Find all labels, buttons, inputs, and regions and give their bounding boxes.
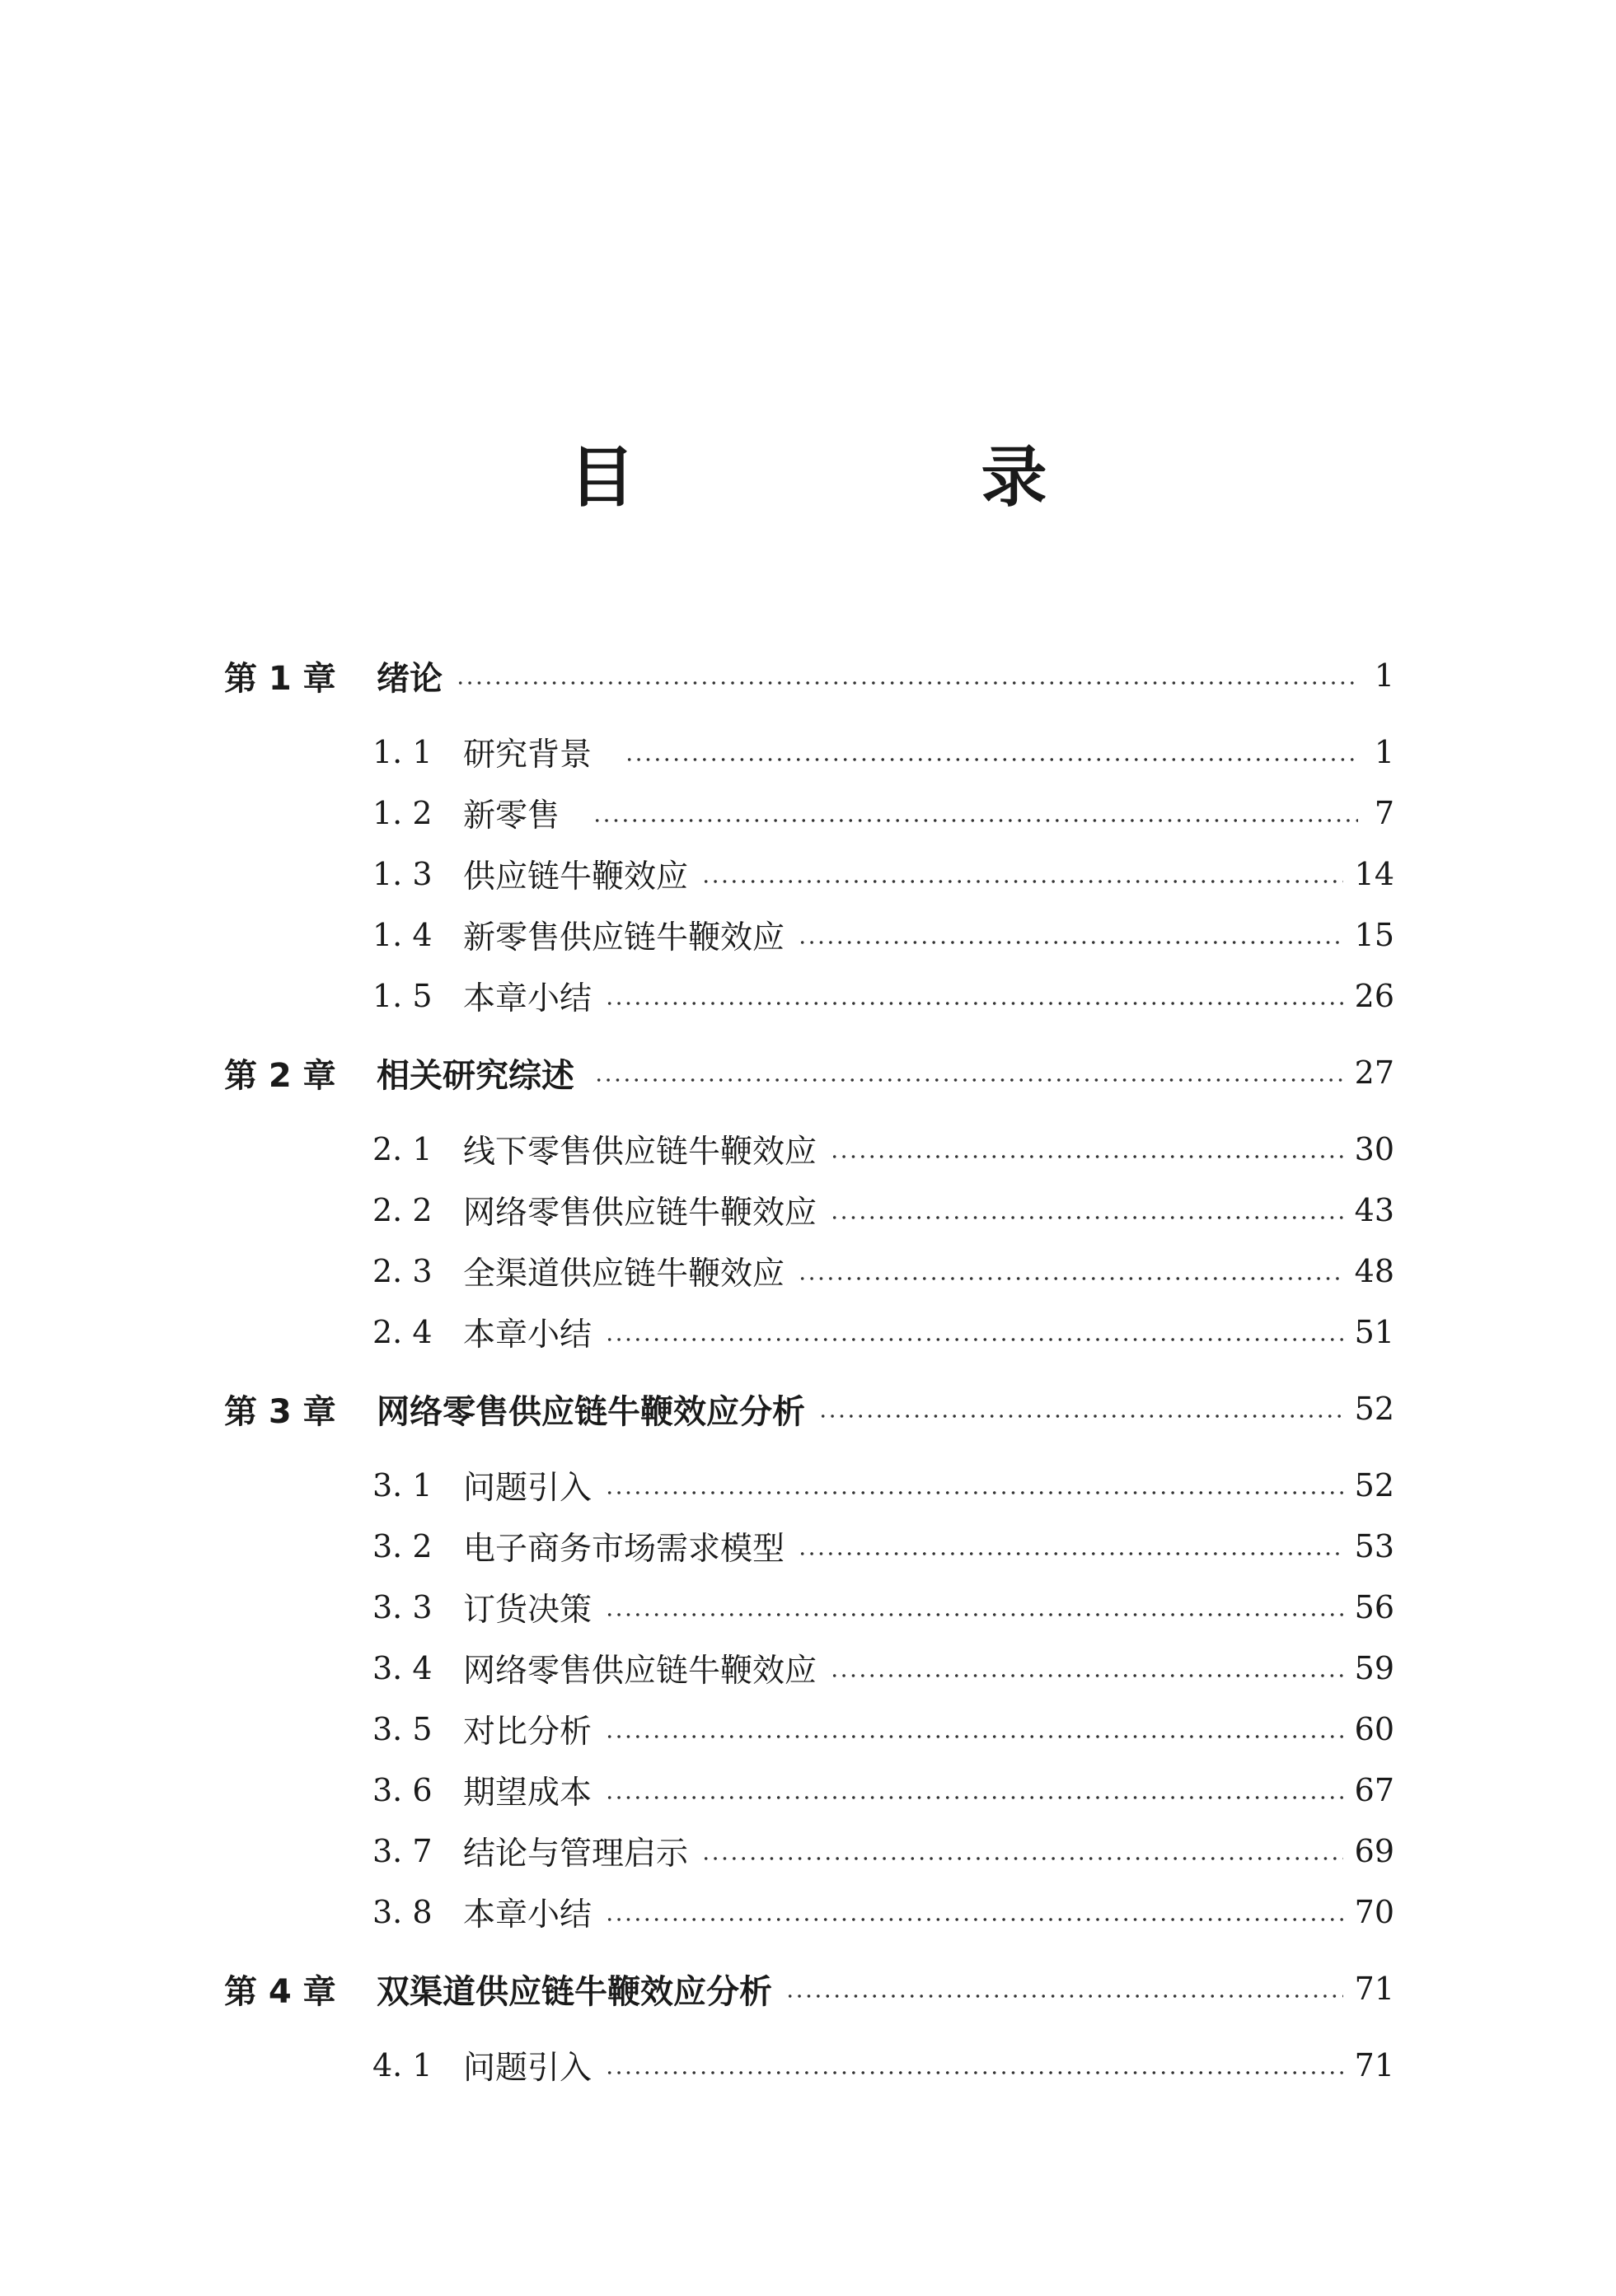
page-number: 30	[1354, 1131, 1394, 1167]
section-number: 2. 1	[372, 1131, 433, 1167]
section-number: 3. 3	[372, 1589, 433, 1625]
section-number: 2. 4	[372, 1314, 433, 1350]
section-title: 新零售供应链牛鞭效应	[463, 919, 785, 956]
dot-leader	[818, 1415, 1343, 1418]
page-number: 69	[1354, 1833, 1394, 1869]
dot-leader	[798, 1552, 1343, 1555]
section-number: 1. 3	[372, 856, 433, 892]
section-number: 3. 6	[372, 1772, 433, 1808]
toc-chapter-1[interactable]	[224, 651, 1394, 700]
section-number: 2. 3	[372, 1253, 433, 1289]
section-title: 期望成本	[463, 1775, 593, 1812]
toc-chapter-2[interactable]	[224, 1048, 1394, 1097]
page-number: 48	[1354, 1253, 1394, 1289]
dot-leader	[593, 819, 1358, 822]
page-number: 51	[1354, 1314, 1394, 1350]
toc-section-3-4[interactable]	[224, 1644, 1394, 1693]
section-number: 3. 4	[372, 1650, 433, 1686]
page-number: 52	[1354, 1467, 1394, 1503]
section-title: 结论与管理启示	[463, 1835, 689, 1873]
section-title: 供应链牛鞭效应	[463, 858, 689, 895]
section-title: 问题引入	[463, 1470, 593, 1507]
page-number: 59	[1354, 1650, 1394, 1686]
section-title: 研究背景	[463, 736, 593, 774]
toc-section-1-3[interactable]	[224, 849, 1394, 899]
section-title: 全渠道供应链牛鞭效应	[463, 1256, 785, 1293]
dot-leader	[605, 1338, 1343, 1341]
page-number: 1	[1374, 657, 1394, 694]
dot-leader	[605, 1613, 1343, 1616]
page-number: 1	[1374, 734, 1394, 770]
dot-leader	[830, 1155, 1343, 1158]
toc-chapter-3[interactable]	[224, 1384, 1394, 1433]
dot-leader	[605, 1918, 1343, 1921]
section-title: 电子商务市场需求模型	[463, 1531, 785, 1568]
section-number: 3. 2	[372, 1528, 433, 1564]
toc-section-3-2[interactable]	[224, 1522, 1394, 1571]
dot-leader	[605, 1735, 1343, 1738]
section-title: 本章小结	[463, 1316, 593, 1354]
dot-leader	[625, 758, 1358, 761]
page-number: 70	[1354, 1894, 1394, 1930]
toc-section-3-5[interactable]	[224, 1704, 1394, 1754]
page-number: 27	[1354, 1054, 1394, 1091]
dot-leader	[605, 1796, 1343, 1799]
dot-leader	[798, 941, 1343, 944]
section-number: 3. 5	[372, 1711, 433, 1747]
page-number: 56	[1354, 1589, 1394, 1625]
chapter-number: 第 2 章	[224, 1056, 336, 1095]
page-number: 60	[1354, 1711, 1394, 1747]
toc-section-1-2[interactable]	[224, 788, 1394, 838]
section-title: 网络零售供应链牛鞭效应	[463, 1195, 817, 1232]
section-number: 1. 2	[372, 795, 433, 831]
page-number: 53	[1354, 1528, 1394, 1564]
section-title: 线下零售供应链牛鞭效应	[463, 1134, 817, 1171]
page-number: 14	[1354, 856, 1394, 892]
chapter-number: 第 3 章	[224, 1392, 336, 1431]
page-number: 67	[1354, 1772, 1394, 1808]
toc-section-3-8[interactable]	[224, 1887, 1394, 1937]
section-title: 订货决策	[463, 1592, 593, 1629]
section-number: 1. 5	[372, 978, 433, 1014]
section-title: 对比分析	[463, 1714, 593, 1751]
section-title: 新零售	[463, 797, 560, 835]
dot-leader	[701, 1857, 1343, 1860]
toc-section-1-5[interactable]	[224, 971, 1394, 1021]
chapter-title: 双渠道供应链牛鞭效应分析	[377, 1972, 772, 2011]
dot-leader	[701, 880, 1343, 883]
dot-leader	[830, 1674, 1343, 1677]
section-title: 本章小结	[463, 1896, 593, 1934]
section-number: 3. 1	[372, 1467, 433, 1503]
section-number: 1. 4	[372, 917, 433, 953]
page-number: 71	[1354, 2047, 1394, 2083]
toc-section-2-4[interactable]	[224, 1307, 1394, 1357]
toc-section-3-6[interactable]	[224, 1765, 1394, 1815]
dot-leader	[785, 1994, 1343, 1998]
section-number: 2. 2	[372, 1192, 433, 1228]
toc-section-1-4[interactable]	[224, 910, 1394, 960]
page-number: 52	[1354, 1391, 1394, 1427]
dot-leader	[605, 2071, 1343, 2074]
section-number: 4. 1	[372, 2047, 433, 2083]
section-title: 问题引入	[463, 2050, 593, 2087]
chapter-title: 绪论	[377, 659, 443, 698]
page-number: 7	[1374, 795, 1394, 831]
dot-leader	[594, 1078, 1343, 1082]
section-number: 1. 1	[372, 734, 433, 770]
dot-leader	[456, 681, 1358, 685]
toc-section-3-3[interactable]	[224, 1583, 1394, 1632]
page-number: 71	[1354, 1971, 1394, 2007]
page-number: 15	[1354, 917, 1394, 953]
section-number: 3. 7	[372, 1833, 433, 1869]
dot-leader	[830, 1216, 1343, 1219]
dot-leader	[605, 1491, 1343, 1494]
section-title: 网络零售供应链牛鞭效应	[463, 1653, 817, 1690]
dot-leader	[798, 1277, 1343, 1280]
toc-section-4-1[interactable]	[224, 2041, 1394, 2090]
dot-leader	[605, 1002, 1343, 1005]
chapter-number: 第 1 章	[224, 659, 336, 698]
page-number: 43	[1354, 1192, 1394, 1228]
toc-section-2-2[interactable]	[224, 1185, 1394, 1235]
toc-section-1-1[interactable]	[224, 727, 1394, 777]
toc-chapter-4[interactable]	[224, 1964, 1394, 2013]
page-title: 目 录	[569, 439, 1187, 516]
section-title: 本章小结	[463, 980, 593, 1017]
chapter-title: 网络零售供应链牛鞭效应分析	[377, 1392, 805, 1431]
section-number: 3. 8	[372, 1894, 433, 1930]
toc-section-3-1[interactable]	[224, 1461, 1394, 1510]
chapter-number: 第 4 章	[224, 1972, 336, 2011]
toc-section-2-3[interactable]	[224, 1246, 1394, 1296]
chapter-title: 相关研究综述	[377, 1056, 574, 1095]
page-number: 26	[1354, 978, 1394, 1014]
toc-section-2-1[interactable]	[224, 1125, 1394, 1174]
toc-section-3-7[interactable]	[224, 1826, 1394, 1876]
